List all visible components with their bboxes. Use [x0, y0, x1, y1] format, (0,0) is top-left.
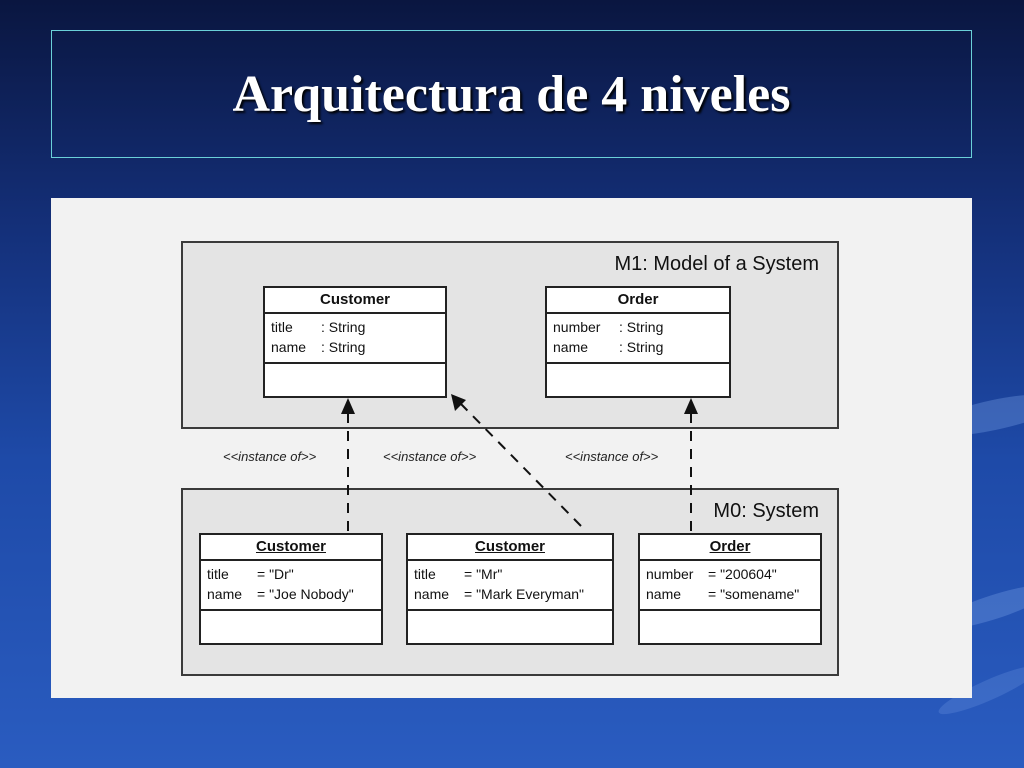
class-name-text: Customer [319, 291, 390, 308]
diagram-image [51, 198, 972, 698]
attribute-name: name [646, 586, 682, 602]
attribute-name: name [414, 586, 450, 602]
attribute-name: name [207, 586, 243, 602]
attribute-type: : String [321, 319, 366, 335]
instance-of-label: <<instance of>> [223, 449, 317, 464]
package-m1-label: M1: Model of a System [614, 253, 819, 275]
instance-of-label: <<instance of>> [383, 449, 477, 464]
class-name-text: Order [617, 291, 659, 308]
attribute-value: = "Mark Everyman" [464, 586, 585, 602]
instance-arrow-head-3 [684, 398, 698, 414]
attribute-value: = "200604" [708, 566, 777, 582]
slide-title: Arquitectura de 4 niveles [232, 65, 791, 123]
instance-of-label: <<instance of>> [565, 449, 659, 464]
attribute-type: : String [619, 319, 664, 335]
attribute-value: = "Dr" [257, 566, 294, 582]
attribute-name: title [207, 566, 229, 582]
instance-arrow-head-1 [341, 398, 355, 414]
attribute-name: title [414, 566, 436, 582]
attribute-value: = "Joe Nobody" [257, 586, 354, 602]
attribute-type: : String [321, 339, 366, 355]
attribute-name: number [553, 319, 601, 335]
attribute-name: name [271, 339, 307, 355]
object-name-text: Customer [255, 538, 326, 555]
attribute-value: = "somename" [708, 586, 800, 602]
instance-arrow-head-2 [451, 394, 466, 411]
attribute-value: = "Mr" [464, 566, 503, 582]
attribute-name: name [553, 339, 589, 355]
instance-arrow-line-2 [461, 404, 581, 526]
title-box [51, 30, 972, 158]
attribute-name: number [646, 566, 694, 582]
attribute-name: title [271, 319, 293, 335]
object-name-text: Order [709, 538, 751, 555]
attribute-type: : String [619, 339, 664, 355]
object-name-text: Customer [474, 538, 545, 555]
instance-of-arrows [51, 198, 972, 698]
package-m0-label: M0: System [713, 500, 819, 522]
